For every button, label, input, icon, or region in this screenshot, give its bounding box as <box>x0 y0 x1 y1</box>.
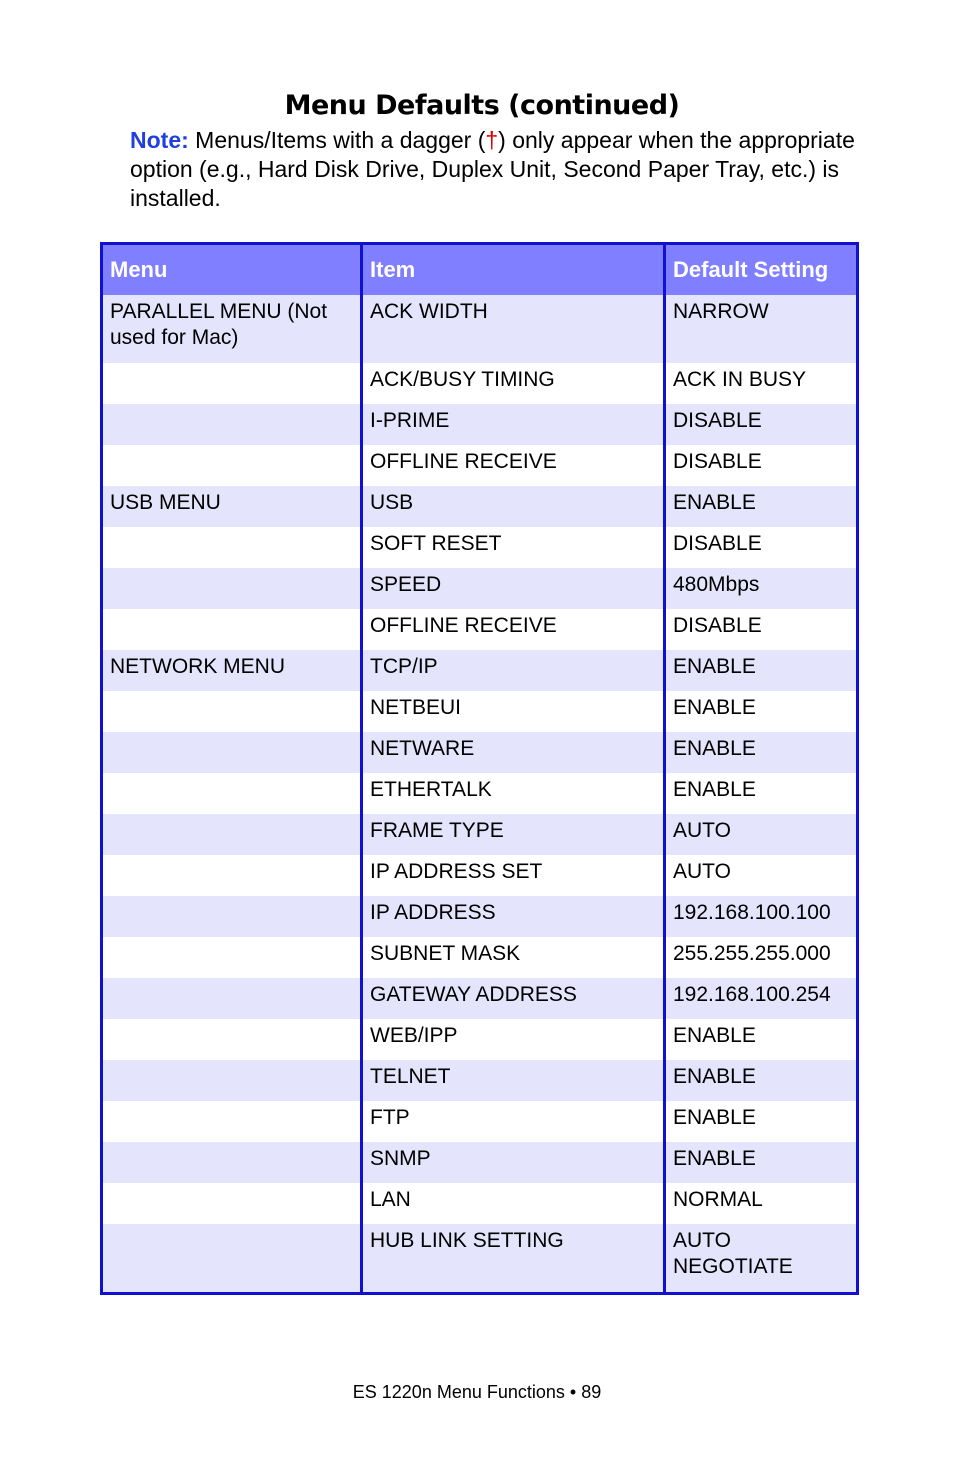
cell-menu <box>102 404 362 445</box>
table-row <box>102 609 858 650</box>
table-row <box>102 295 858 363</box>
cell-item: SOFT RESET <box>362 527 665 568</box>
cell-item: OFFLINE RECEIVE <box>362 609 665 650</box>
table-row <box>102 404 858 445</box>
cell-default: 255.255.255.000 <box>665 937 858 978</box>
note-label: Note: <box>130 127 189 153</box>
header-default-setting: Default Setting <box>665 244 858 296</box>
cell-menu <box>102 978 362 1019</box>
cell-default: DISABLE <box>665 404 858 445</box>
cell-default: ENABLE <box>665 1142 858 1183</box>
cell-item: IP ADDRESS <box>362 896 665 937</box>
menu-defaults-table <box>100 242 859 1295</box>
cell-default: DISABLE <box>665 445 858 486</box>
cell-default: ENABLE <box>665 732 858 773</box>
cell-item: SNMP <box>362 1142 665 1183</box>
cell-item: FTP <box>362 1101 665 1142</box>
cell-item: SPEED <box>362 568 665 609</box>
cell-menu <box>102 445 362 486</box>
header-item: Item <box>362 244 665 296</box>
cell-item: I-PRIME <box>362 404 665 445</box>
table-row <box>102 1224 858 1294</box>
table-row <box>102 568 858 609</box>
table-body <box>102 295 858 1294</box>
cell-item: ACK/BUSY TIMING <box>362 363 665 404</box>
header-menu: Menu <box>102 244 362 296</box>
table-row <box>102 1142 858 1183</box>
cell-item: LAN <box>362 1183 665 1224</box>
table-row <box>102 527 858 568</box>
cell-menu <box>102 896 362 937</box>
table-row <box>102 937 858 978</box>
cell-menu <box>102 691 362 732</box>
cell-item: USB <box>362 486 665 527</box>
cell-item: FRAME TYPE <box>362 814 665 855</box>
cell-item: GATEWAY ADDRESS <box>362 978 665 1019</box>
table-row <box>102 773 858 814</box>
note-paragraph <box>130 126 860 213</box>
cell-menu <box>102 1142 362 1183</box>
cell-default: ENABLE <box>665 1060 858 1101</box>
note-text-before: Menus/Items with a dagger ( <box>188 127 486 153</box>
cell-menu <box>102 568 362 609</box>
table-row <box>102 445 858 486</box>
cell-default: NARROW <box>665 295 858 363</box>
table-header-row <box>102 244 858 296</box>
table-row <box>102 896 858 937</box>
cell-default: ENABLE <box>665 1101 858 1142</box>
cell-menu <box>102 1101 362 1142</box>
cell-menu <box>102 363 362 404</box>
table-row <box>102 486 858 527</box>
table-row <box>102 814 858 855</box>
page-footer: ES 1220n Menu Functions • 89 <box>352 1382 602 1402</box>
cell-default: ENABLE <box>665 650 858 691</box>
table-row <box>102 691 858 732</box>
cell-menu <box>102 1183 362 1224</box>
dagger-symbol: † <box>485 127 499 153</box>
cell-menu <box>102 732 362 773</box>
cell-menu <box>102 855 362 896</box>
table-row <box>102 1183 858 1224</box>
cell-menu <box>102 814 362 855</box>
cell-menu <box>102 609 362 650</box>
cell-item: WEB/IPP <box>362 1019 665 1060</box>
cell-item: ETHERTALK <box>362 773 665 814</box>
cell-default: DISABLE <box>665 527 858 568</box>
page-title: Menu Defaults (continued) <box>284 90 680 121</box>
cell-default: 192.168.100.100 <box>665 896 858 937</box>
cell-default: 480Mbps <box>665 568 858 609</box>
cell-default: 192.168.100.254 <box>665 978 858 1019</box>
cell-item: NETBEUI <box>362 691 665 732</box>
cell-menu <box>102 1060 362 1101</box>
table-row <box>102 1060 858 1101</box>
cell-default: ACK IN BUSY <box>665 363 858 404</box>
table-row <box>102 1101 858 1142</box>
cell-menu <box>102 773 362 814</box>
note-text-after: ) only appear when the appropriate option (e.g., Hard Disk Drive, Duplex Unit, Second Paper Tray, etc.) is installed. <box>130 127 855 211</box>
table-row <box>102 732 858 773</box>
cell-default: ENABLE <box>665 773 858 814</box>
cell-default: ENABLE <box>665 486 858 527</box>
cell-item: TELNET <box>362 1060 665 1101</box>
cell-default: AUTO <box>665 814 858 855</box>
table-row <box>102 855 858 896</box>
cell-menu: PARALLEL MENU (Not used for Mac) <box>102 295 362 363</box>
cell-item: IP ADDRESS SET <box>362 855 665 896</box>
cell-item: ACK WIDTH <box>362 295 665 363</box>
table-row <box>102 978 858 1019</box>
cell-default: AUTO NEGOTIATE <box>665 1224 858 1294</box>
cell-item: NETWARE <box>362 732 665 773</box>
table-row <box>102 363 858 404</box>
table-row <box>102 1019 858 1060</box>
cell-item: HUB LINK SETTING <box>362 1224 665 1294</box>
table-row <box>102 650 858 691</box>
cell-item: TCP/IP <box>362 650 665 691</box>
cell-item: OFFLINE RECEIVE <box>362 445 665 486</box>
cell-menu <box>102 527 362 568</box>
cell-default: AUTO <box>665 855 858 896</box>
cell-menu: USB MENU <box>102 486 362 527</box>
cell-default: ENABLE <box>665 691 858 732</box>
cell-menu <box>102 937 362 978</box>
cell-default: NORMAL <box>665 1183 858 1224</box>
cell-menu <box>102 1019 362 1060</box>
cell-menu <box>102 1224 362 1294</box>
cell-default: DISABLE <box>665 609 858 650</box>
cell-item: SUBNET MASK <box>362 937 665 978</box>
cell-default: ENABLE <box>665 1019 858 1060</box>
cell-menu: NETWORK MENU <box>102 650 362 691</box>
